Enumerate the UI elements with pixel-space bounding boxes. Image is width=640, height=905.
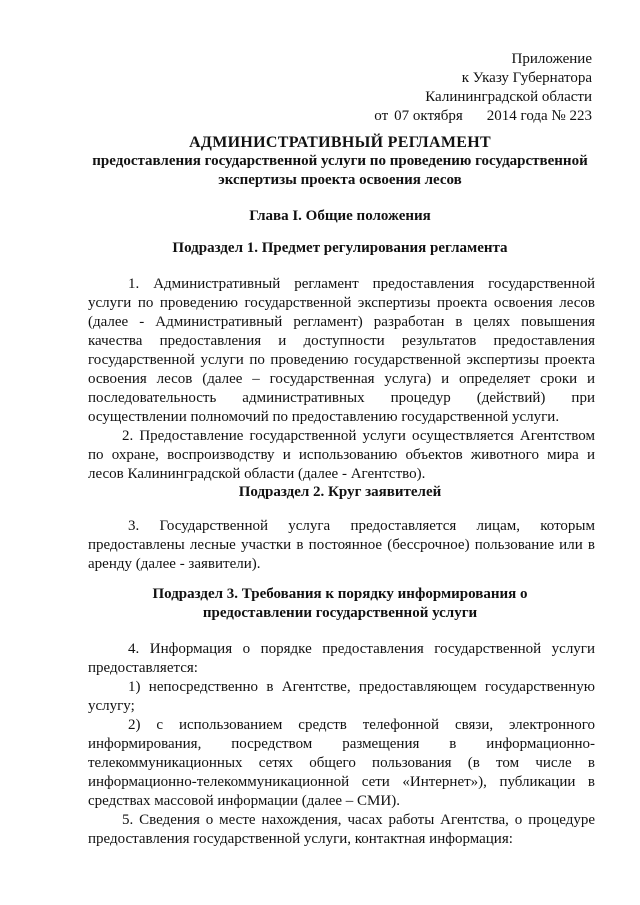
chapter-heading: Глава I. Общие положения — [249, 208, 431, 224]
appendix-header — [374, 50, 592, 126]
section-3-body — [88, 640, 595, 849]
subsection-1-heading: Подраздел 1. Предмет регулирования регламента — [172, 240, 508, 256]
paragraph-1: 1. Административный регламент предоставления государственной услуги по проведению государственной экспертизы проекта освоения лесов (далее - Административный регламент) разработан в целях повышения качества предоставления и доступности результатов предоставления государственной услуги по проведению государственной экспертизы проекта освоения лесов (далее – государственная услуга) и определяет сроки и последовательность административных процедур (действий) при осуществлении полномочий по предоставлению государственной услуги. — [88, 276, 595, 425]
paragraph-4-item-2: 2) с использованием средств телефонной связи, электронного информирования, посредством размещения в информационно-телекоммуникационных сетях общего пользования (в том числе в информационно-телекоммуникационной сети «Интернет»), публикации в средствах массовой информации (далее – СМИ). — [88, 717, 595, 809]
title-sub-2: экспертизы проекта освоения лесов — [218, 172, 462, 188]
paragraph-5: 5. Сведения о месте нахождения, часах работы Агентства, о процедуре предоставления государственной услуги, контактная информация: — [88, 812, 595, 847]
subsection-3-heading — [80, 585, 600, 623]
appendix-line-2: к Указу Губернатора — [461, 70, 592, 86]
date-day-month: 07 октября — [394, 108, 463, 124]
subsection-3-heading-line-2: предоставлении государственной услуги — [202, 605, 478, 621]
paragraph-4: 4. Информация о порядке предоставления государственной услуги предоставляется: — [88, 641, 595, 676]
paragraph-4-item-1: 1) непосредственно в Агентстве, предоставляющем государственную услугу; — [88, 679, 595, 714]
appendix-line-3: Калининградской области — [425, 89, 592, 105]
title-main: АДМИНИСТРАТИВНЫЙ РЕГЛАМЕНТ — [189, 134, 491, 151]
section-1-body — [88, 275, 595, 484]
subsection-2-heading: Подраздел 2. Круг заявителей — [238, 484, 442, 500]
subsection-3-heading-line-1: Подраздел 3. Требования к порядку информирования о — [152, 586, 528, 602]
paragraph-3: 3. Государственной услуга предоставляется лицам, которым предоставлены лесные участки в постоянное (бессрочное) пользование или в аренду (далее - заявители). — [88, 518, 595, 572]
date-rest: 2014 года № 223 — [486, 108, 592, 124]
date-prefix: от — [374, 108, 389, 124]
section-2-body — [88, 517, 595, 574]
appendix-date-line — [374, 107, 592, 126]
document-title — [80, 133, 600, 190]
appendix-line-1: Приложение — [511, 51, 592, 67]
title-sub-1: предоставления государственной услуги по проведению государственной — [92, 153, 588, 169]
paragraph-2: 2. Предоставление государственной услуги осуществляется Агентством по охране, воспроизводству и использованию объектов животного мира и лесов Калининградской области (далее - Агентство). — [88, 428, 595, 482]
